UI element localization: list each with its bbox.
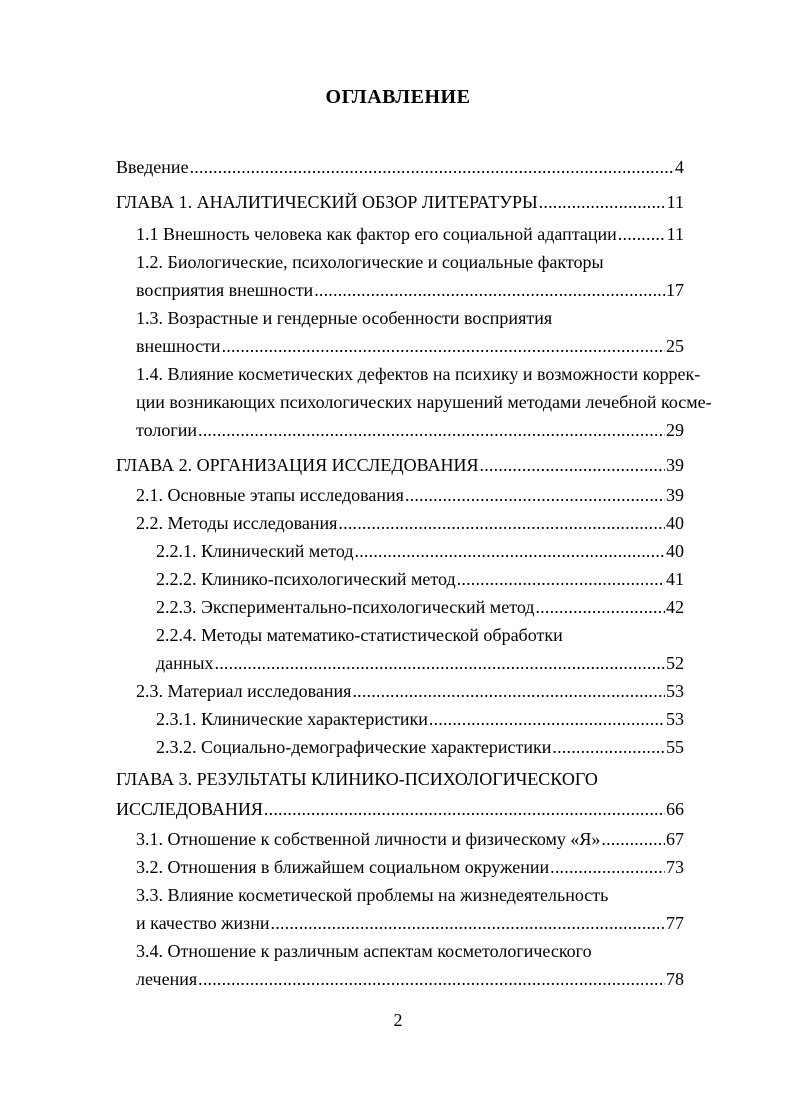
toc-entry-2-2-2[interactable] [156, 566, 684, 592]
toc-entry-text: 1.1 Внешность человека как фактор его социальной адаптации [136, 224, 617, 244]
toc-leader-dots [271, 910, 665, 936]
toc-leader-dots [480, 452, 665, 478]
toc-entry-2-3[interactable] [136, 678, 684, 704]
toc-entry-2-3-2[interactable] [156, 734, 684, 760]
toc-entry-text: 2.2. Методы исследования [136, 513, 338, 533]
toc-leader-dots [222, 333, 665, 359]
toc-leader-dots [352, 678, 665, 704]
toc-entry-page: 39 [666, 455, 684, 475]
toc-entry-page: 25 [666, 336, 684, 356]
toc-leader-dots [601, 826, 665, 852]
toc-entry-3-4[interactable] [136, 966, 684, 992]
toc-entry-page: 39 [666, 485, 684, 505]
toc-entry-text: внешности [136, 336, 221, 356]
toc-entry-2-2[interactable] [136, 510, 684, 536]
toc-entry-page: 53 [666, 681, 684, 701]
toc-entry-page: 29 [666, 420, 684, 440]
toc-entry-1-2[interactable] [136, 277, 684, 303]
toc-entry-3-3-line1[interactable]: 3.3. Влияние косметической проблемы на жизнедеятельность [136, 885, 609, 905]
toc-entry-text: 2.3. Материал исследования [136, 681, 352, 701]
toc-entry-page: 17 [666, 280, 684, 300]
toc-leader-dots [190, 154, 674, 180]
toc-entry-text: восприятия внешности [136, 280, 314, 300]
toc-entry-text: 2.2.2. Клинико-психологический метод [156, 569, 456, 589]
toc-entry-chapter-1[interactable] [116, 189, 684, 215]
toc-entry-2-2-4[interactable] [156, 650, 684, 676]
toc-entry-page: 11 [666, 192, 684, 212]
toc-entry-3-4-line1[interactable]: 3.4. Отношение к различным аспектам косметологического [136, 941, 592, 961]
toc-entry-page: 52 [666, 653, 684, 673]
toc-entry-page: 41 [666, 569, 684, 589]
toc-entry-1-1[interactable] [136, 221, 684, 247]
toc-leader-dots [405, 482, 665, 508]
toc-leader-dots [198, 966, 665, 992]
toc-entry-page: 11 [666, 224, 684, 244]
page-number: 2 [393, 1010, 403, 1030]
toc-entry-text: данных [156, 653, 214, 673]
toc-entry-chapter-3[interactable] [116, 796, 684, 822]
toc-leader-dots [355, 538, 665, 564]
toc-entry-text: 3.1. Отношение к собственной личности и физическому «Я» [136, 829, 601, 849]
toc-entry-2-1[interactable] [136, 482, 684, 508]
toc-entry-page: 67 [666, 829, 684, 849]
toc-entry-1-2-line1[interactable]: 1.2. Биологические, психологические и социальные факторы [136, 252, 604, 272]
toc-leader-dots [535, 594, 665, 620]
toc-entry-1-4[interactable] [136, 417, 684, 443]
toc-entry-text: 3.2. Отношения в ближайшем социальном окружении [136, 857, 550, 877]
toc-entry-text: 2.3.2. Социально-демографические характеристики [156, 737, 552, 757]
toc-entry-text: 2.2.1. Клинический метод [156, 541, 354, 561]
toc-entry-page: 55 [666, 737, 684, 757]
toc-entry-2-2-3[interactable] [156, 594, 684, 620]
toc-leader-dots [215, 650, 665, 676]
toc-leader-dots [198, 417, 665, 443]
toc-entry-text: ГЛАВА 2. ОРГАНИЗАЦИЯ ИССЛЕДОВАНИЯ [116, 455, 479, 475]
toc-entry-1-4-line2[interactable]: ции возникающих психологических нарушений методами лечебной косме- [136, 392, 712, 412]
toc-entry-3-2[interactable] [136, 854, 684, 880]
toc-entry-text: лечения [136, 969, 198, 989]
toc-entry-3-1[interactable] [136, 826, 684, 852]
toc-entry-page: 78 [666, 969, 684, 989]
toc-entry-2-2-4-line1[interactable]: 2.2.4. Методы математико-статистической обработки [156, 625, 563, 645]
toc-entry-page: 53 [666, 709, 684, 729]
toc-entry-page: 73 [666, 857, 684, 877]
toc-entry-1-3-line1[interactable]: 1.3. Возрастные и гендерные особенности восприятия [136, 308, 553, 328]
toc-entry-text: ГЛАВА 1. АНАЛИТИЧЕСКИЙ ОБЗОР ЛИТЕРАТУРЫ [116, 192, 538, 212]
toc-entry-page: 40 [666, 541, 684, 561]
toc-entry-text: 2.1. Основные этапы исследования [136, 485, 404, 505]
toc-entry-text: тологии [136, 420, 198, 440]
page-title: ОГЛАВЛЕНИЕ [325, 86, 471, 108]
toc-entry-page: 40 [666, 513, 684, 533]
toc-entry-page: 66 [666, 799, 684, 819]
toc-entry-2-2-1[interactable] [156, 538, 684, 564]
toc-entry-1-4-line1[interactable]: 1.4. Влияние косметических дефектов на психику и возможности коррек- [136, 364, 701, 384]
toc-leader-dots [457, 566, 665, 592]
toc-entry-text: Введение [116, 157, 189, 177]
toc-entry-introduction[interactable] [116, 154, 684, 180]
toc-entry-chapter-2[interactable] [116, 452, 684, 478]
toc-entry-text: 2.2.3. Экспериментально-психологический метод [156, 597, 535, 617]
toc-entry-text: ИССЛЕДОВАНИЯ [116, 799, 263, 819]
toc-leader-dots [552, 734, 665, 760]
toc-leader-dots [429, 706, 665, 732]
toc-leader-dots [550, 854, 665, 880]
toc-leader-dots [618, 221, 666, 247]
toc-entry-text: и качество жизни [136, 913, 270, 933]
toc-entry-1-3[interactable] [136, 333, 684, 359]
toc-entry-page: 42 [666, 597, 684, 617]
toc-entry-3-3[interactable] [136, 910, 684, 936]
toc-entry-2-3-1[interactable] [156, 706, 684, 732]
toc-leader-dots [264, 796, 665, 822]
toc-leader-dots [338, 510, 665, 536]
toc-entry-page: 77 [666, 913, 684, 933]
toc-leader-dots [314, 277, 665, 303]
toc-entry-text: 2.3.1. Клинические характеристики [156, 709, 428, 729]
toc-leader-dots [539, 189, 666, 215]
toc-entry-chapter-3-line1[interactable]: ГЛАВА 3. РЕЗУЛЬТАТЫ КЛИНИКО-ПСИХОЛОГИЧЕСКОГО [116, 769, 598, 789]
toc-entry-page: 4 [675, 157, 684, 177]
